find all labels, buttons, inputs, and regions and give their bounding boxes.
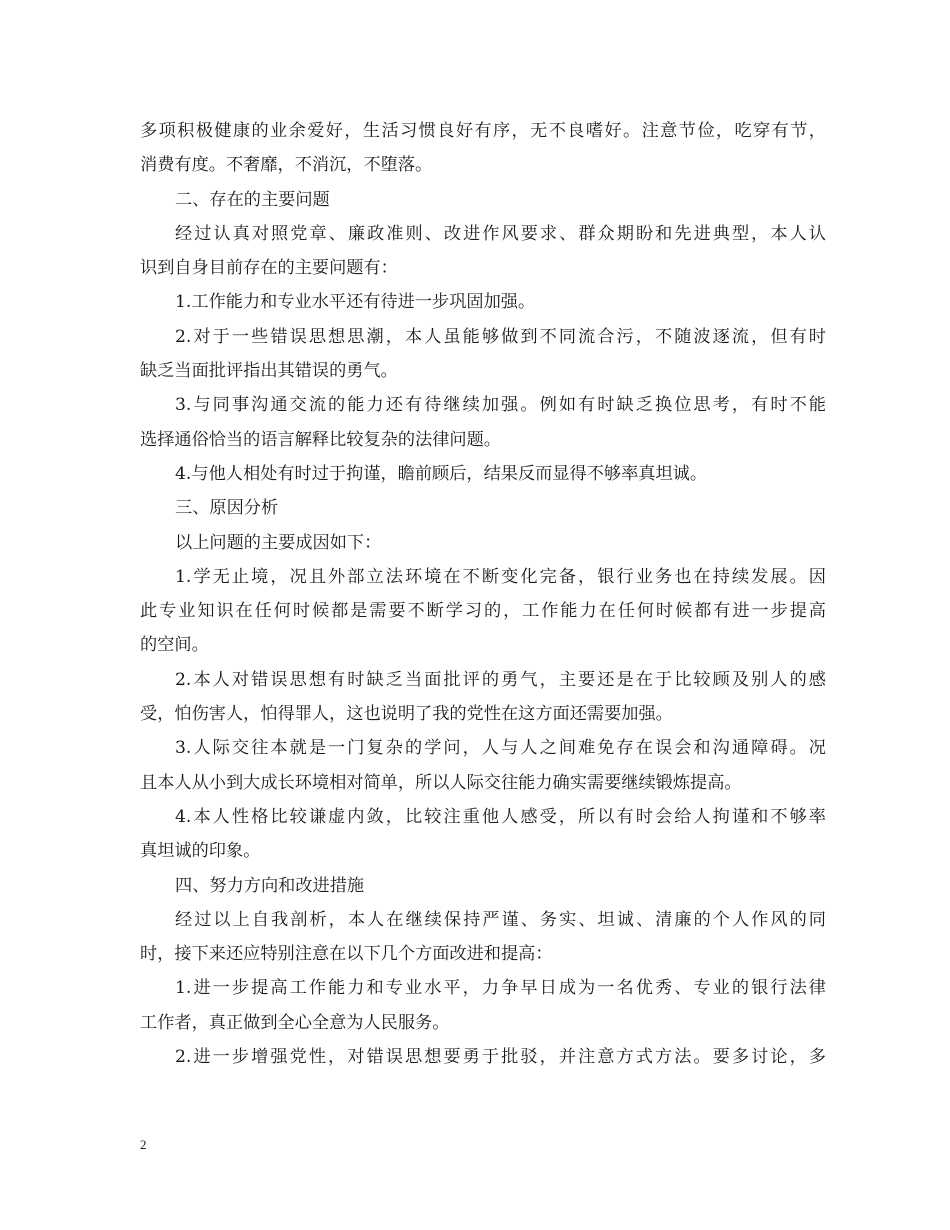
document-body (140, 114, 826, 1074)
text-line: 消费有度。不奢靡，不消沉，不堕落。 (140, 155, 433, 176)
text-line: 此专业知识在任何时候都是需要不断学习的，工作能力在任何时候都有进一步提高 (140, 601, 826, 622)
text-line: 四、努力方向和改进措施 (175, 875, 365, 896)
text-line: 识到自身目前存在的主要问题有： (140, 258, 398, 279)
text-line: 真坦诚的印象。 (140, 841, 261, 862)
text-line: 经过认真对照党章、廉政准则、改进作风要求、群众期盼和先进典型，本人认 (175, 223, 826, 244)
text-line: 4.与他人相处有时过于拘谨，瞻前顾后，结果反而显得不够率真坦诚。 (175, 463, 708, 484)
text-line: 2.本人对错误思想有时缺乏当面批评的勇气，主要还是在于比较顾及别人的感 (175, 669, 826, 690)
text-line: 经过以上自我剖析，本人在继续保持严谨、务实、坦诚、清廉的个人作风的同 (175, 909, 826, 930)
text-line: 缺乏当面批评指出其错误的勇气。 (140, 361, 398, 382)
text-line: 二、存在的主要问题 (175, 189, 330, 210)
text-line: 3.人际交往本就是一门复杂的学问，人与人之间难免存在误会和沟通障碍。况 (175, 738, 826, 759)
text-line: 三、原因分析 (175, 498, 279, 519)
text-line: 2.进一步增强党性，对错误思想要勇于批驳，并注意方式方法。要多讨论，多 (175, 1047, 826, 1068)
text-line: 1.学无止境，况且外部立法环境在不断变化完备，银行业务也在持续发展。因 (175, 566, 826, 587)
text-line: 4.本人性格比较谦虚内敛，比较注重他人感受，所以有时会给人拘谨和不够率 (175, 806, 826, 827)
text-line: 1.工作能力和专业水平还有待进一步巩固加强。 (175, 292, 536, 313)
text-line: 以上问题的主要成因如下： (175, 532, 382, 553)
text-line: 工作者，真正做到全心全意为人民服务。 (140, 1012, 450, 1033)
text-line: 3.与同事沟通交流的能力还有待继续加强。例如有时缺乏换位思考，有时不能 (175, 395, 826, 416)
text-line: 2.对于一些错误思想思潮，本人虽能够做到不同流合污，不随波逐流，但有时 (175, 326, 826, 347)
text-line: 1.进一步提高工作能力和专业水平，力争早日成为一名优秀、专业的银行法律 (175, 978, 826, 999)
text-line: 时，接下来还应特别注意在以下几个方面改进和提高： (140, 944, 553, 965)
text-line: 多项积极健康的业余爱好，生活习惯良好有序，无不良嗜好。注意节俭，吃穿有节， (140, 121, 826, 141)
text-line: 且本人从小到大成长环境相对简单，所以人际交往能力确实需要继续锻炼提高。 (140, 772, 742, 793)
text-line: 选择通俗恰当的语言解释比较复杂的法律问题。 (140, 429, 501, 450)
text-line: 的空间。 (140, 635, 209, 656)
page-number: 2 (140, 1137, 147, 1152)
text-line: 受，怕伤害人，怕得罪人，这也说明了我的党性在这方面还需要加强。 (140, 704, 673, 725)
